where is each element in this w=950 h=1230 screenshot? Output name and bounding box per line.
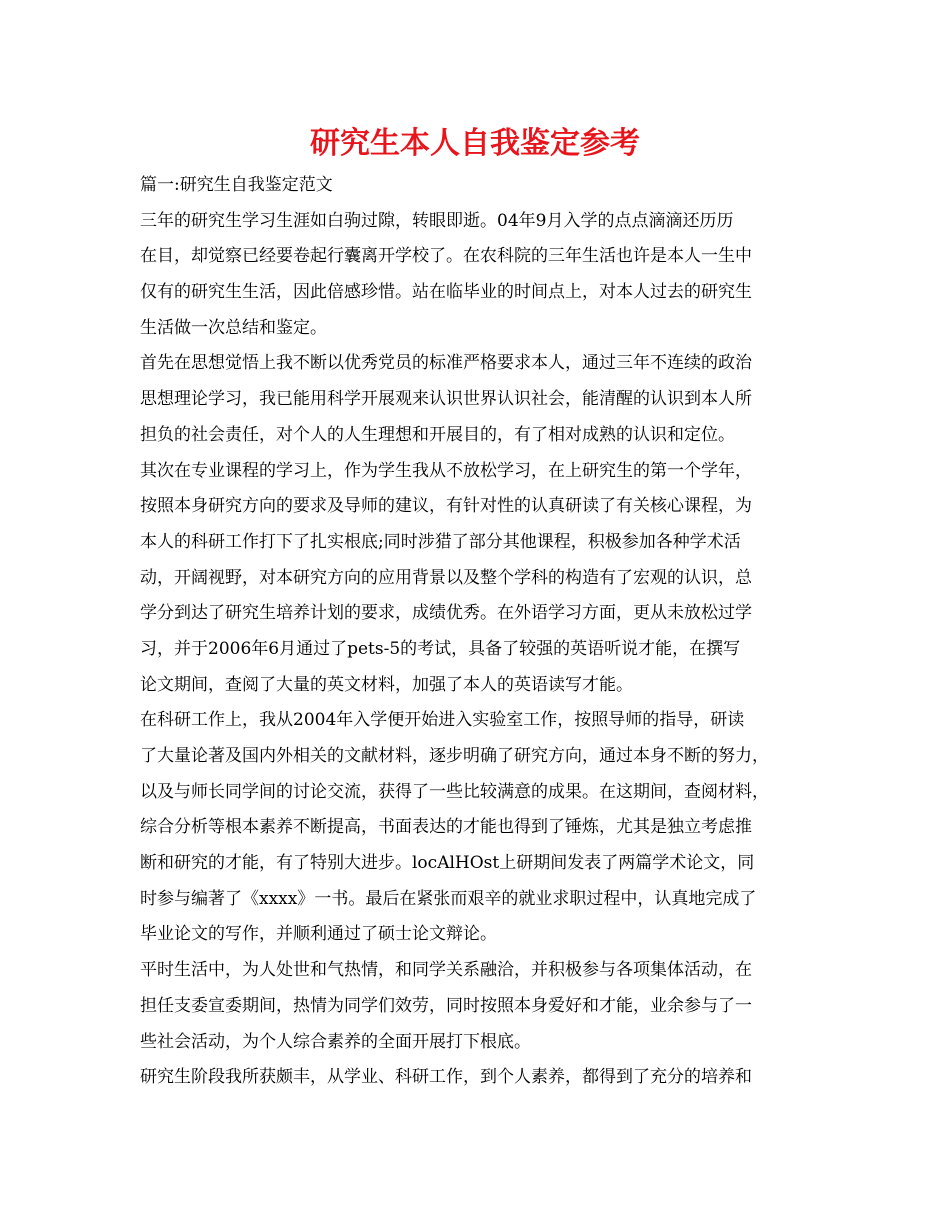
text-line: 担任支委宣委期间，热情为同学们效劳，同时按照本身爱好和才能，业余参与了一 — [140, 995, 752, 1016]
document-title: 研究生本人自我鉴定参考 — [310, 126, 640, 161]
text-line: 论文期间，查阅了大量的英文材料，加强了本人的英语读写才能。 — [140, 674, 633, 695]
text-line: 在目，却觉察已经要卷起行囊离开学校了。在农科院的三年生活也许是本人一生中 — [140, 246, 752, 267]
text-line: 时参与编著了《xxxx》一书。最后在紧张而艰辛的就业求职过程中，认真地完成了 — [140, 888, 757, 909]
text-line: 学分到达了研究生培养计划的要求，成绩优秀。在外语学习方面，更从未放松过学 — [140, 603, 752, 624]
text-line: 毕业论文的写作，并顺利通过了硕士论文辩论。 — [140, 924, 497, 945]
text-line: 按照本身研究方向的要求及导师的建议，有针对性的认真研读了有关核心课程，为 — [140, 496, 752, 517]
text-line: 仅有的研究生生活，因此倍感珍惜。站在临毕业的时间点上，对本人过去的研究生 — [140, 282, 752, 303]
text-line: 本人的科研工作打下了扎实根底;同时涉猎了部分其他课程，积极参加各种学术活 — [140, 531, 741, 552]
text-line: 思想理论学习，我已能用科学开展观来认识世界认识社会，能清醒的认识到本人所 — [140, 389, 752, 410]
text-line: 了大量论著及国内外相关的文献材料，逐步明确了研究方向，通过本身不断的努力， — [140, 746, 769, 766]
section-heading: 篇一:研究生自我鉴定范文 — [140, 175, 333, 195]
document-body — [140, 168, 820, 1096]
text-line: 生活做一次总结和鉴定。 — [140, 317, 327, 338]
text-line: 三年的研究生学习生涯如白驹过隙，转眼即逝。04年9月入学的点点滴滴还历历 — [140, 210, 734, 231]
text-line: 习，并于2006年6月通过了pets-5的考试，具备了较强的英语听说才能，在撰写 — [140, 638, 741, 659]
text-line: 研究生阶段我所获颇丰，从学业、科研工作，到个人素养，都得到了充分的培养和 — [140, 1067, 752, 1088]
text-line: 以及与师长同学间的讨论交流，获得了一些比较满意的成果。在这期间，查阅材料， — [140, 781, 769, 802]
text-line: 担负的社会责任，对个人的人生理想和开展目的，有了相对成熟的认识和定位。 — [140, 424, 735, 445]
text-line: 动，开阔视野，对本研究方向的应用背景以及整个学科的构造有了宏观的认识，总 — [140, 567, 752, 588]
text-line: 断和研究的才能，有了特别大进步。locAlHOst上研期间发表了两篇学术论文，同 — [140, 853, 755, 874]
text-line: 在科研工作上，我从2004年入学便开始进入实验室工作，按照导师的指导，研读 — [140, 710, 745, 731]
text-line: 综合分析等根本素养不断提高，书面表达的才能也得到了锤炼，尤其是独立考虑推 — [140, 817, 752, 838]
text-line: 其次在专业课程的学习上，作为学生我从不放松学习，在上研究生的第一个学年， — [140, 460, 752, 481]
text-line: 平时生活中，为人处世和气热情，和同学关系融洽，并积极参与各项集体活动，在 — [140, 960, 752, 981]
text-line: 首先在思想觉悟上我不断以优秀党员的标准严格要求本人，通过三年不连续的政治 — [140, 353, 752, 374]
text-line: 些社会活动，为个人综合素养的全面开展打下根底。 — [140, 1031, 531, 1052]
